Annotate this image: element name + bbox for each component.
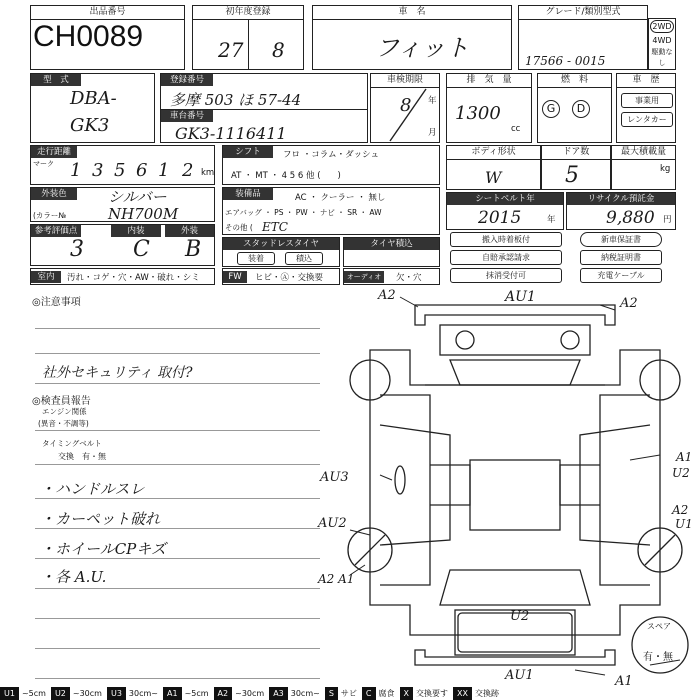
fuel-label: 燃 料 xyxy=(538,74,611,88)
capacity-cell xyxy=(611,145,676,190)
mark-right-a2: A2 xyxy=(672,503,689,517)
mileage-digit-3: 5 xyxy=(114,160,126,181)
studless-mounted: 装着 xyxy=(237,252,275,265)
body-type-value: W xyxy=(485,168,502,187)
seatbelt-unit: 年 xyxy=(547,215,556,225)
inspection-year-unit: 年 xyxy=(428,96,437,106)
mark-left-wheel: A2 A1 xyxy=(318,572,355,586)
car-damage-diagram xyxy=(300,285,700,685)
equipment-other: ETC xyxy=(262,220,288,234)
mileage-sub: マーク xyxy=(33,160,54,168)
equipment-line1: AC ・ クーラー ・ 無し xyxy=(295,193,386,203)
displacement-label: 排 気 量 xyxy=(447,74,531,88)
fw-label: FW xyxy=(223,271,247,283)
lot-number-label: 出品番号 xyxy=(31,6,184,20)
shift-cell xyxy=(222,145,440,185)
recycle-label: リサイクル預託金 xyxy=(567,193,675,205)
history-cell xyxy=(616,73,676,143)
history-label: 車 歴 xyxy=(617,74,675,88)
inspection-strike xyxy=(370,73,440,143)
mileage-label: 走行距離 xyxy=(31,146,77,158)
notes-line-1: 社外セキュリティ 取付? xyxy=(42,365,193,381)
legend-val-5: 30cm~ xyxy=(290,689,320,698)
mark-front-left: A2 xyxy=(378,288,396,303)
mark-left-rear: AU2 xyxy=(318,516,347,531)
interior-condition-label: 室内 xyxy=(31,271,61,283)
inspector-item-3: ・ホイールCPキズ xyxy=(40,540,166,558)
mark-right-a1: A1 xyxy=(676,450,693,464)
audio-label: オーディオ xyxy=(344,271,384,283)
legend-val-0: ~5cm xyxy=(21,689,46,698)
interior-grade-value: C xyxy=(133,237,150,262)
seatbelt-label: シートベルト年 xyxy=(447,193,563,205)
mark-rear-u2: U2 xyxy=(510,609,530,624)
reg-no-label: 登録番号 xyxy=(161,74,213,86)
doc-tax-certificate: 納税証明書 xyxy=(580,250,662,265)
doc-arrival-board: 搬入時着板付 xyxy=(450,232,562,247)
shift-label: シフト xyxy=(223,146,273,158)
displacement-unit: cc xyxy=(511,124,521,134)
legend-key-9: XX xyxy=(453,687,472,700)
studless-loaded: 積込 xyxy=(285,252,323,265)
doc-charge-cable: 充電ケーブル xyxy=(580,268,662,283)
interior-condition-cell xyxy=(30,268,215,285)
doors-value: 5 xyxy=(565,163,579,188)
legend-val-2: 30cm~ xyxy=(128,689,158,698)
displacement-value: 1300 xyxy=(455,103,501,124)
grade-value: 17566 - 0015 xyxy=(525,54,606,68)
studless-cell xyxy=(222,237,340,267)
model-line1: DBA- xyxy=(70,88,117,109)
timing-belt-label: タイミングベルト xyxy=(42,439,102,448)
legend-key-6: S xyxy=(325,687,338,700)
legend-key-0: U1 xyxy=(0,687,19,700)
color-code: NH700M xyxy=(108,205,179,223)
mark-left-door: AU3 xyxy=(320,470,349,485)
recycle-value: 9,880 xyxy=(606,208,655,228)
chassis-number: GK3-1116411 xyxy=(175,124,287,143)
mileage-digit-4: 6 xyxy=(136,160,148,181)
lot-number: CH0089 xyxy=(33,20,144,53)
notes-title: ◎注意事項 xyxy=(32,297,81,308)
inspection-value: 8 xyxy=(400,95,412,116)
inspector-item-1: ・ハンドルスレ xyxy=(40,480,145,498)
mark-right-u2: U2 xyxy=(672,466,690,480)
doc-insurance-request: 自賠承認請求 xyxy=(450,250,562,265)
reg-number: 多摩 503 ほ 57-44 xyxy=(170,91,302,109)
interior-grade-label: 内装 xyxy=(111,225,161,237)
equipment-label: 装備品 xyxy=(223,188,273,200)
doors-label: ドア数 xyxy=(542,146,610,160)
model-label: 型 式 xyxy=(31,74,81,86)
reg-year: 27 xyxy=(218,38,244,62)
mark-rear-right: A1 xyxy=(615,674,633,689)
fuel-g: G xyxy=(542,100,560,118)
drive-none: 駆動なし xyxy=(651,48,673,67)
history-business: 事業用 xyxy=(621,93,673,108)
grade-label: グレード/類別型式 xyxy=(519,6,647,20)
mark-right-u1: U1 xyxy=(675,517,693,531)
legend-val-1: ~30cm xyxy=(72,689,102,698)
mileage-digit-6: 2 xyxy=(182,160,194,181)
fw-cell xyxy=(222,268,340,285)
legend-val-4: ~30cm xyxy=(235,689,265,698)
fuel-d: D xyxy=(572,100,590,118)
audio-options: 欠・穴 xyxy=(396,273,422,283)
inspector-item-2: ・カーペット破れ xyxy=(40,510,161,528)
car-name-label: 車 名 xyxy=(313,6,511,20)
shift-options: フロ ・コラム・ダッシュ xyxy=(283,150,379,160)
timing-belt-options: 交換 有・無 xyxy=(58,452,106,461)
mileage-digit-5: 1 xyxy=(158,160,170,181)
recycle-unit: 円 xyxy=(663,215,672,225)
legend-val-8: 交換要す xyxy=(415,689,448,698)
exterior-grade-value: B xyxy=(185,237,202,262)
first-registration-cell xyxy=(192,5,304,70)
doc-cancel-accept: 抹消受付可 xyxy=(450,268,562,283)
capacity-label: 最大積載量 xyxy=(612,146,675,160)
legend-key-2: U3 xyxy=(107,687,126,700)
shift-options-2: AT ・ MT ・ 4 5 6 他 ( ) xyxy=(231,171,341,181)
mileage-unit: km xyxy=(201,168,215,178)
color-code-label: (カラー№ xyxy=(33,211,67,220)
legend-val-6: サビ xyxy=(340,689,357,698)
legend-key-3: A1 xyxy=(163,687,182,700)
doc-new-car-warranty: 新車保証書 xyxy=(580,232,662,247)
exterior-grade-label: 外装 xyxy=(165,225,214,237)
spare-value: 有・無 xyxy=(643,652,673,663)
mark-rear-bumper: AU1 xyxy=(505,668,534,683)
inspector-title: ◎検査員報告 xyxy=(32,396,91,407)
color-value: シルバー xyxy=(108,188,167,206)
engine-label: エンジン関係 xyxy=(42,407,87,416)
body-type-label: ボディ形状 xyxy=(447,146,540,160)
inspection-month-unit: 月 xyxy=(428,128,437,138)
tire-load-label: タイヤ積込 xyxy=(344,238,439,250)
model-line2: GK3 xyxy=(70,115,110,136)
interior-condition-options: 汚れ・コゲ・穴・AW・破れ・シミ xyxy=(67,273,200,283)
damage-legend xyxy=(0,687,700,700)
mileage-digit-1: 1 xyxy=(70,160,82,181)
equipment-cell xyxy=(222,187,440,235)
capacity-unit: kg xyxy=(660,164,671,174)
chassis-label: 車台番号 xyxy=(161,110,213,122)
legend-val-3: ~5cm xyxy=(184,689,209,698)
inspector-item-4: ・各 A.U. xyxy=(40,568,107,586)
legend-key-4: A2 xyxy=(214,687,233,700)
history-rental: レンタカー xyxy=(621,112,673,127)
equipment-line2: エアバッグ ・ PS ・ PW ・ ナビ ・ SR ・ AW xyxy=(225,208,382,217)
legend-key-8: X xyxy=(400,687,413,700)
car-name: フィット xyxy=(375,34,470,62)
inspection-label: 車検期限 xyxy=(371,74,439,88)
mark-front-right: A2 xyxy=(620,296,638,311)
legend-key-5: A3 xyxy=(269,687,288,700)
studless-label: スタッドレスタイヤ xyxy=(223,238,339,250)
audio-cell xyxy=(343,268,440,285)
score-label: 参考評価点 xyxy=(31,225,81,237)
first-registration-label: 初年度登録 xyxy=(193,6,303,20)
drive-2wd: 2WD xyxy=(650,20,674,33)
legend-val-9: 交換跡 xyxy=(474,689,499,698)
legend-key-7: C xyxy=(362,687,376,700)
legend-val-7: 腐食 xyxy=(378,689,395,698)
spare-label: スペア xyxy=(647,622,671,631)
drive-4wd: 4WD xyxy=(652,36,672,45)
mark-front-center: AU1 xyxy=(505,289,536,305)
reg-month: 8 xyxy=(272,38,285,62)
tire-load-cell xyxy=(343,237,440,267)
seatbelt-year: 2015 xyxy=(478,208,522,228)
drive-type-cell xyxy=(648,18,676,70)
score-value: 3 xyxy=(70,237,84,262)
mileage-digit-2: 3 xyxy=(92,160,104,181)
fw-options: ヒビ・Ⓐ・交換要 xyxy=(255,273,324,283)
equipment-other-label: その他 ( xyxy=(225,223,253,232)
color-label: 外装色 xyxy=(31,188,77,200)
engine-sub: (異音・不調等) xyxy=(38,419,89,428)
legend-key-1: U2 xyxy=(51,687,70,700)
